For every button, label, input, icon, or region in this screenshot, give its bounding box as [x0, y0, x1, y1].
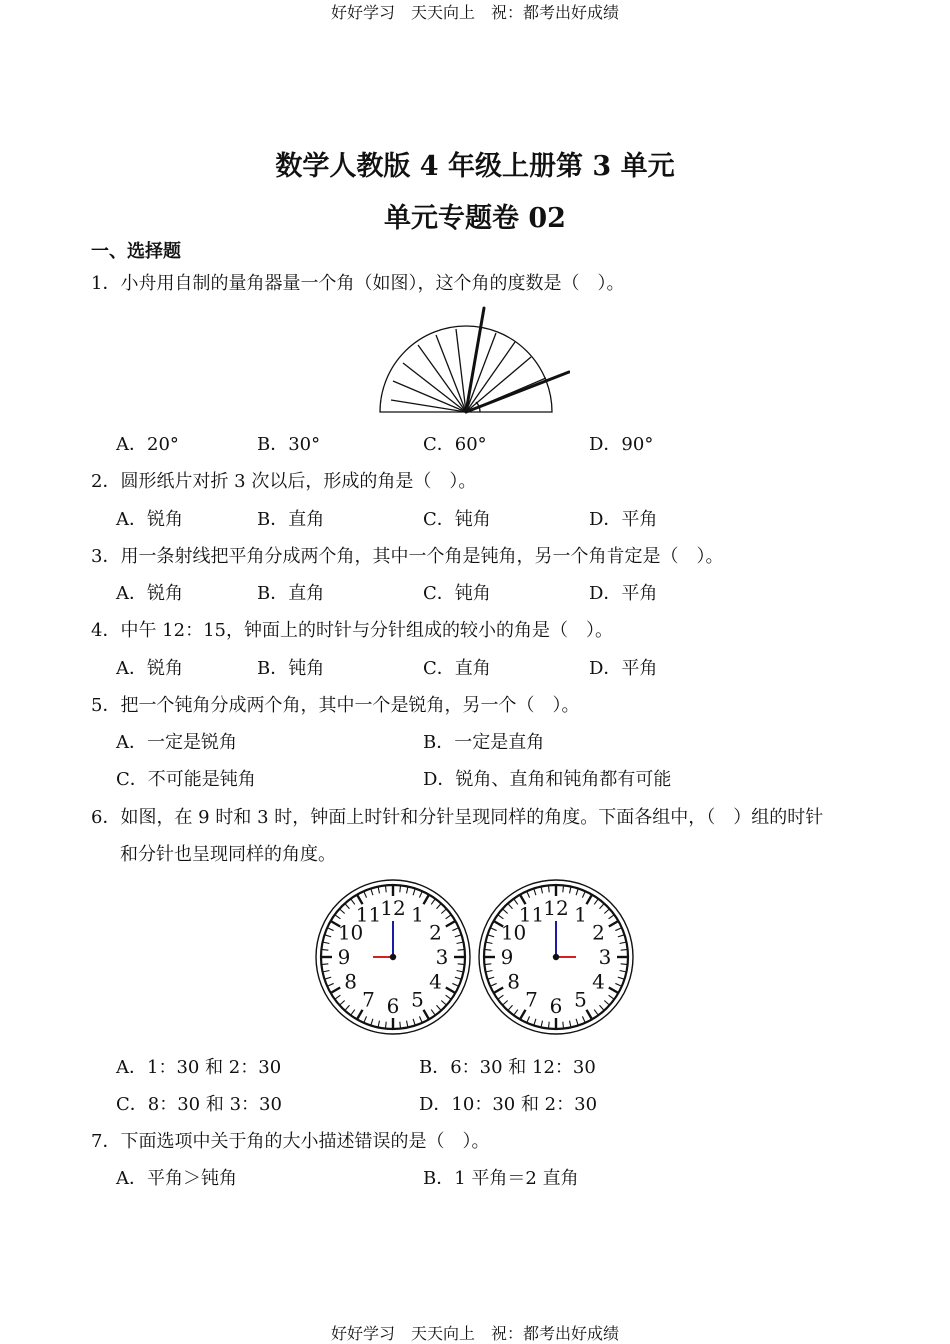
clock-minute-tick — [378, 1021, 379, 1027]
question-2-text: 2．圆形纸片对折 3 次以后，形成的角是（ ）。 — [91, 471, 477, 492]
clock-minute-tick — [541, 1021, 542, 1027]
clock-minute-tick — [487, 971, 493, 972]
clock-minute-tick — [508, 1005, 512, 1009]
clock-number: 3 — [598, 945, 612, 969]
clock-minute-tick — [499, 915, 504, 919]
clock-number: 10 — [337, 920, 364, 945]
clock-minute-tick — [345, 1005, 349, 1009]
clock-minute-tick — [455, 935, 461, 937]
clock-minute-tick — [621, 950, 627, 951]
clock-hour-tick — [609, 922, 618, 927]
clock-minute-tick — [351, 1010, 355, 1015]
clock-minute-tick — [336, 995, 341, 999]
clock-minute-tick — [599, 1005, 603, 1009]
clock-minute-tick — [549, 1022, 550, 1028]
clock-number: 9 — [500, 945, 514, 969]
clock-minute-tick — [491, 983, 496, 985]
clock-number: 7 — [362, 987, 375, 1012]
protractor-figure — [370, 300, 570, 420]
clock-minute-tick — [618, 935, 624, 937]
clock-number: 11 — [355, 902, 382, 927]
clock-minute-tick — [582, 892, 584, 897]
clock-minute-tick — [487, 942, 493, 943]
clock-minute-tick — [570, 888, 571, 894]
clock-number: 8 — [344, 969, 357, 994]
q3-option-b: B．直角 — [257, 583, 325, 604]
clock-minute-tick — [620, 971, 626, 972]
clock-number: 2 — [429, 920, 442, 945]
clock-minute-tick — [570, 1021, 571, 1027]
q5-option-b: B．一定是直角 — [423, 732, 545, 753]
clock-minute-tick — [419, 892, 421, 897]
clock-number: 9 — [337, 945, 351, 969]
q5-option-a: A．一定是锐角 — [116, 732, 237, 753]
clock-minute-tick — [328, 928, 333, 930]
clock-minute-tick — [576, 1019, 578, 1025]
clock-number: 6 — [386, 994, 400, 1018]
clock-minute-tick — [455, 977, 461, 979]
clock-hour-tick — [609, 988, 618, 993]
clock-number: 1 — [574, 902, 587, 927]
clock-minute-tick — [351, 900, 355, 905]
q5-option-c: C．不可能是钝角 — [116, 769, 256, 790]
q4-option-d: D．平角 — [589, 658, 658, 679]
clock-minute-tick — [618, 977, 624, 979]
q3-option-c: C．钝角 — [423, 583, 491, 604]
q4-option-c: C．直角 — [423, 658, 491, 679]
q2-option-a: A．锐角 — [116, 509, 183, 530]
clock-minute-tick — [436, 1005, 440, 1009]
clock-minute-tick — [328, 983, 333, 985]
clock-minute-tick — [431, 1010, 435, 1015]
clock-number: 6 — [549, 994, 563, 1018]
angle-ray-lower — [466, 372, 569, 412]
clock-number: 12 — [380, 896, 406, 920]
clock-minute-tick — [563, 886, 564, 892]
clock-minute-tick — [413, 889, 415, 895]
clock-minute-tick — [441, 1000, 445, 1004]
question-5-text: 5．把一个钝角分成两个角，其中一个是锐角，另一个（ ）。 — [91, 695, 580, 716]
clock-minute-tick — [604, 909, 608, 913]
q6-option-c: C．8：30 和 3：30 — [116, 1094, 282, 1115]
clock-minute-tick — [534, 889, 536, 895]
clock-number: 4 — [592, 969, 605, 994]
clock-minute-tick — [609, 915, 614, 919]
clock-minute-tick — [340, 909, 344, 913]
clock-minute-tick — [485, 964, 491, 965]
q4-option-b: B．钝角 — [257, 658, 325, 679]
q1-option-b: B．30° — [257, 434, 321, 455]
clock-nine-oclock — [316, 880, 470, 1034]
clock-minute-tick — [527, 892, 529, 897]
clock-minute-tick — [345, 904, 349, 908]
q2-option-d: D．平角 — [589, 509, 658, 530]
clock-minute-tick — [615, 983, 620, 985]
clock-number: 2 — [592, 920, 605, 945]
clock-minute-tick — [436, 904, 440, 908]
clock-minute-tick — [452, 983, 457, 985]
clock-minute-tick — [446, 995, 451, 999]
clock-hour-tick — [587, 1010, 592, 1019]
clock-minute-tick — [386, 1022, 387, 1028]
clock-number: 11 — [518, 902, 545, 927]
clock-number: 7 — [525, 987, 538, 1012]
clock-minute-tick — [378, 888, 379, 894]
question-7-text: 7．下面选项中关于角的大小描述错误的是（ ）。 — [91, 1131, 490, 1152]
clock-minute-tick — [322, 964, 328, 965]
clock-hour-tick — [424, 1010, 429, 1019]
clock-minute-tick — [386, 886, 387, 892]
q2-option-b: B．直角 — [257, 509, 325, 530]
clock-minute-tick — [541, 888, 542, 894]
q3-option-a: A．锐角 — [116, 583, 183, 604]
clock-minute-tick — [514, 900, 518, 905]
clock-minute-tick — [508, 904, 512, 908]
clock-number: 5 — [411, 987, 424, 1012]
clock-minute-tick — [458, 964, 464, 965]
protractor-outline — [380, 326, 552, 412]
document-subtitle: 单元专题卷 02 — [384, 203, 566, 234]
clock-minute-tick — [371, 1019, 373, 1025]
clock-minute-tick — [503, 909, 507, 913]
clock-center-pin — [553, 954, 559, 960]
clock-minute-tick — [549, 886, 550, 892]
clock-number: 5 — [574, 987, 587, 1012]
clock-minute-tick — [324, 971, 330, 972]
clock-minute-tick — [488, 977, 494, 979]
clock-minute-tick — [599, 904, 603, 908]
clock-three-oclock — [479, 880, 633, 1034]
clock-minute-tick — [621, 964, 627, 965]
clock-minute-tick — [458, 950, 464, 951]
question-4-text: 4．中午 12：15，钟面上的时针与分针组成的较小的角是（ ）。 — [91, 620, 613, 641]
question-3-text: 3．用一条射线把平角分成两个角，其中一个角是钝角，另一个角肯定是（ ）。 — [91, 546, 724, 567]
clock-minute-tick — [336, 915, 341, 919]
clock-minute-tick — [325, 977, 331, 979]
question-6-text-continued: 和分针也呈现同样的角度。 — [120, 844, 336, 865]
clock-minute-tick — [431, 900, 435, 905]
clock-minute-tick — [534, 1019, 536, 1025]
clock-hour-tick — [424, 896, 429, 905]
question-6-text: 6．如图，在 9 时和 3 时，钟面上时针和分针呈现同样的角度。下面各组中，（ ）组的时针 — [91, 807, 824, 828]
q1-option-d: D．90° — [589, 434, 654, 455]
clock-minute-tick — [407, 1021, 408, 1027]
page-footer: 好好学习 天天向上 祝：都考出好成绩 — [330, 1324, 619, 1343]
clock-minute-tick — [604, 1000, 608, 1004]
section-title: 一、选择题 — [91, 241, 181, 262]
clock-minute-tick — [441, 909, 445, 913]
clock-hour-tick — [446, 988, 455, 993]
clock-minute-tick — [491, 928, 496, 930]
clock-minute-tick — [457, 971, 463, 972]
q1-option-c: C．60° — [423, 434, 487, 455]
clock-minute-tick — [324, 942, 330, 943]
clock-minute-tick — [620, 942, 626, 943]
clock-minute-tick — [413, 1019, 415, 1025]
q7-option-b: B．1 平角＝2 直角 — [423, 1168, 579, 1189]
clock-minute-tick — [527, 1016, 529, 1021]
clock-minute-tick — [322, 950, 328, 951]
clock-minute-tick — [485, 950, 491, 951]
page-header: 好好学习 天天向上 祝：都考出好成绩 — [330, 3, 619, 22]
q6-option-d: D．10：30 和 2：30 — [419, 1094, 598, 1115]
q1-option-a: A．20° — [116, 434, 179, 455]
protractor-tick — [391, 400, 466, 412]
clock-number: 3 — [435, 945, 449, 969]
clock-number: 8 — [507, 969, 520, 994]
clock-minute-tick — [419, 1016, 421, 1021]
document-title: 数学人教版 4 年级上册第 3 单元 — [275, 151, 675, 182]
clock-minute-tick — [576, 889, 578, 895]
clock-minute-tick — [400, 1022, 401, 1028]
clock-hour-tick — [332, 988, 341, 993]
clock-minute-tick — [364, 1016, 366, 1021]
clock-minute-tick — [371, 889, 373, 895]
clock-number: 4 — [429, 969, 442, 994]
clock-minute-tick — [340, 1000, 344, 1004]
clock-number: 10 — [500, 920, 527, 945]
clock-minute-tick — [446, 915, 451, 919]
clock-number: 12 — [543, 896, 569, 920]
clock-minute-tick — [503, 1000, 507, 1004]
clocks-figure — [312, 876, 642, 1036]
clock-minute-tick — [452, 928, 457, 930]
clock-minute-tick — [594, 900, 598, 905]
q7-option-a: A．平角＞钝角 — [116, 1168, 237, 1189]
clock-center-pin — [390, 954, 396, 960]
q5-option-d: D．锐角、直角和钝角都有可能 — [423, 769, 672, 790]
clock-minute-tick — [499, 995, 504, 999]
q3-option-d: D．平角 — [589, 583, 658, 604]
clock-minute-tick — [563, 1022, 564, 1028]
clock-hour-tick — [495, 988, 504, 993]
angle-ray-upper — [466, 308, 484, 412]
q6-option-b: B．6：30 和 12：30 — [419, 1057, 596, 1078]
q4-option-a: A．锐角 — [116, 658, 183, 679]
q6-option-a: A．1：30 和 2：30 — [116, 1057, 282, 1078]
clock-minute-tick — [407, 888, 408, 894]
clock-minute-tick — [364, 892, 366, 897]
clock-minute-tick — [457, 942, 463, 943]
question-1-text: 1．小舟用自制的量角器量一个角（如图），这个角的度数是（ ）。 — [91, 273, 625, 294]
clock-minute-tick — [488, 935, 494, 937]
clock-minute-tick — [582, 1016, 584, 1021]
clock-minute-tick — [615, 928, 620, 930]
clock-number: 1 — [411, 902, 424, 927]
clock-hour-tick — [446, 922, 455, 927]
clock-minute-tick — [325, 935, 331, 937]
clock-minute-tick — [594, 1010, 598, 1015]
clock-minute-tick — [514, 1010, 518, 1015]
q2-option-c: C．钝角 — [423, 509, 491, 530]
clock-minute-tick — [400, 886, 401, 892]
clock-minute-tick — [609, 995, 614, 999]
clock-hour-tick — [587, 896, 592, 905]
